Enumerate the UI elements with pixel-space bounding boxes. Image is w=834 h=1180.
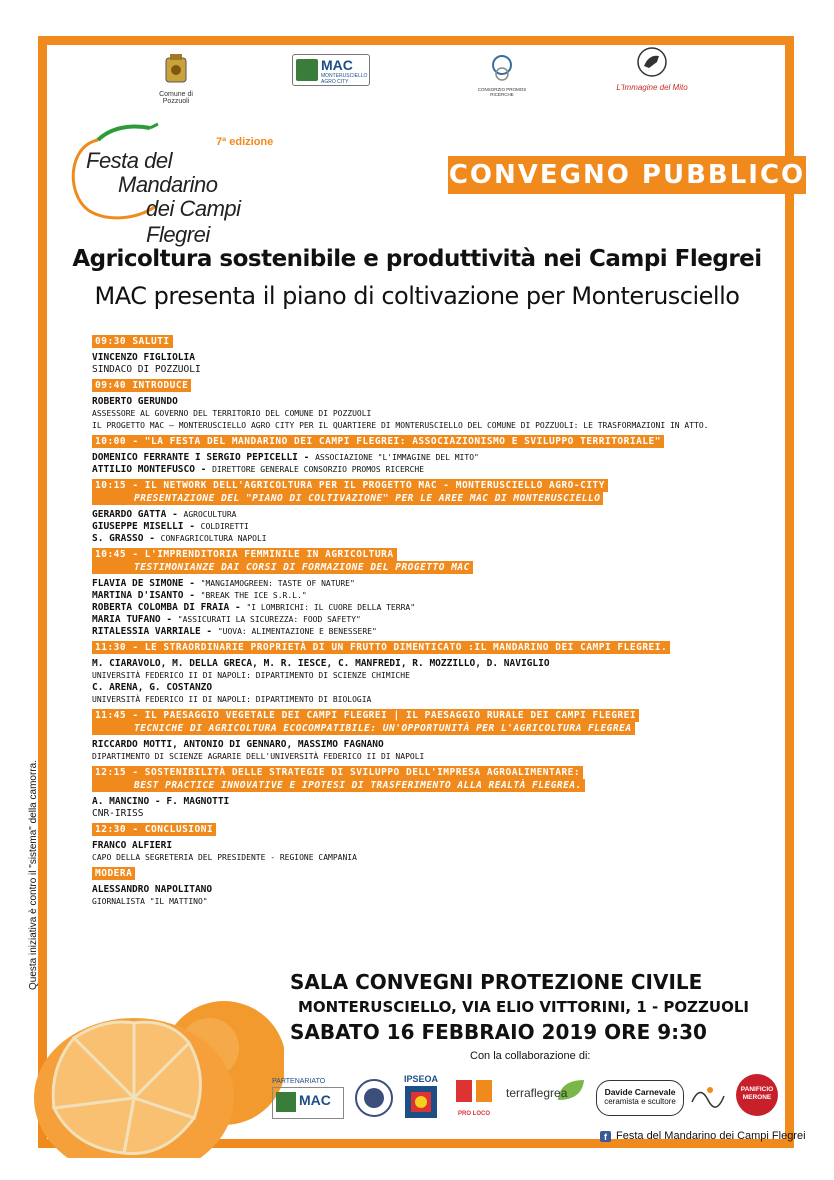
mac-label: MAC bbox=[321, 57, 353, 73]
program-line bbox=[92, 884, 762, 895]
program-time-bar: 09:30 SALUTI bbox=[92, 335, 173, 348]
program-line-affiliation: "I LOMBRICHI: IL CUORE DELLA TERRA" bbox=[246, 603, 416, 612]
program-line bbox=[92, 682, 762, 693]
program-line-affiliation: "ASSICURATI LA SICUREZZA: FOOD SAFETY" bbox=[177, 615, 361, 624]
program-line bbox=[92, 739, 762, 750]
crest-icon bbox=[164, 52, 188, 86]
program-line-text: VINCENZO FIGLIOLIA bbox=[92, 352, 195, 363]
program-item bbox=[92, 641, 762, 705]
promos-icon bbox=[485, 54, 519, 82]
program-line bbox=[92, 578, 762, 589]
program-line-text: A. MANCINO - F. MAGNOTTI bbox=[92, 796, 230, 807]
pozzuoli-logo bbox=[146, 52, 206, 105]
program-time-bar: 10:15 - IL NETWORK DELL'AGRICOLTURA PER IL PROGETTO MAC - MONTERUSCIELLO AGRO-CITY bbox=[92, 479, 608, 492]
program-line-affiliation: DIRETTORE GENERALE CONSORZIO PROMOS RICERCHE bbox=[212, 465, 425, 474]
program-line-affiliation: "BREAK THE ICE S.R.L." bbox=[200, 591, 307, 600]
program-subtitle-bar: PRESENTAZIONE DEL "PIANO DI COLTIVAZIONE" PER LE AREE MAC DI MONTERUSCIELLO bbox=[92, 492, 603, 505]
program-line bbox=[92, 896, 762, 907]
page-title: Agricoltura sostenibile e produttività nei Campi Flegrei bbox=[72, 246, 762, 272]
festa-line1: Festa del bbox=[86, 148, 172, 173]
signature-icon bbox=[688, 1078, 728, 1118]
program-time-bar: 12:30 - CONCLUSIONI bbox=[92, 823, 216, 836]
program-item bbox=[92, 548, 762, 637]
program-line bbox=[92, 602, 762, 613]
program-line-text: DIPARTIMENTO DI SCIENZE AGRARIE DELL'UNIVERSITÀ FEDERICO II DI NAPOLI bbox=[92, 752, 425, 761]
mac-leaf-icon bbox=[296, 59, 318, 81]
program-time-bar: 10:45 - L'IMPRENDITORIA FEMMINILE IN AGRICOLTURA bbox=[92, 548, 397, 561]
program-line bbox=[92, 396, 762, 407]
festa-line3: dei Campi Flegrei bbox=[146, 196, 241, 247]
program-item bbox=[92, 479, 762, 544]
program-subtitle-bar: TESTIMONIANZE DAI CORSI DI FORMAZIONE DEL PROGETTO MAC bbox=[92, 561, 473, 574]
program-line-text: UNIVERSITÀ FEDERICO II DI NAPOLI: DIPARTIMENTO DI SCIENZE CHIMICHE bbox=[92, 671, 410, 680]
program-line-text: GIUSEPPE MISELLI - bbox=[92, 521, 201, 532]
partner-carnevale bbox=[596, 1080, 684, 1116]
immagine-label: L'Immagine del Mito bbox=[616, 83, 688, 92]
program-line-text: S. GRASSO - bbox=[92, 533, 161, 544]
program-line bbox=[92, 420, 762, 431]
program-line bbox=[92, 796, 762, 807]
program-item bbox=[92, 335, 762, 375]
program-time-bar: 11:45 - IL PAESAGGIO VEGETALE DEI CAMPI FLEGREI | IL PAESAGGIO RURALE DEI CAMPI FLEGREI bbox=[92, 709, 639, 722]
program-item bbox=[92, 709, 762, 762]
partner-mac bbox=[272, 1078, 344, 1120]
facebook-label: Festa del Mandarino dei Campi Flegrei bbox=[616, 1130, 806, 1142]
program-line bbox=[92, 521, 762, 532]
school-seal-icon bbox=[354, 1078, 394, 1118]
program-line-text: C. ARENA, G. COSTANZO bbox=[92, 682, 213, 693]
program-line-text: IL PROGETTO MAC – MONTERUSCIELLO AGRO CITY PER IL QUARTIERE DI MONTERUSCIELLO DEL COMUNE DI POZZUOLI: LE TRASFORMAZIONI IN ATTO. bbox=[92, 421, 709, 430]
pozzuoli-label: Comune di Pozzuoli bbox=[159, 91, 193, 105]
program-line bbox=[92, 533, 762, 544]
program-line-text: ROBERTA COLOMBA DI FRAIA - bbox=[92, 602, 247, 613]
program-item bbox=[92, 379, 762, 431]
festa-line2: Mandarino bbox=[118, 172, 218, 197]
program-item bbox=[92, 823, 762, 863]
program-item bbox=[92, 867, 762, 907]
mac-logo bbox=[292, 54, 370, 86]
festa-logo bbox=[58, 118, 298, 247]
program-line-text: CNR-IRISS bbox=[92, 808, 144, 819]
program-line-affiliation: "UOVA: ALIMENTAZIONE E BENESSERE" bbox=[217, 627, 377, 636]
program-line bbox=[92, 452, 762, 463]
promos-label: CONSORZIO PROMOS RICERCHE bbox=[477, 87, 527, 97]
program-line-text: ASSESSORE AL GOVERNO DEL TERRITORIO DEL COMUNE DI POZZUOLI bbox=[92, 409, 372, 418]
program-subtitle-bar: TECNICHE DI AGRICOLTURA ECOCOMPATIBILE: UN'OPPORTUNITÀ PER L'AGRICOLTURA FLEGREA bbox=[92, 722, 635, 735]
program-line-text: CAPO DELLA SEGRETERIA DEL PRESIDENTE - REGIONE CAMPANIA bbox=[92, 853, 357, 862]
program-line-affiliation: "MANGIAMOGREEN: TASTE OF NATURE" bbox=[200, 579, 355, 588]
program-line-text: FRANCO ALFIERI bbox=[92, 840, 173, 851]
program-line-text: SINDACO DI POZZUOLI bbox=[92, 364, 201, 375]
program-line-affiliation: CONFAGRICOLTURA NAPOLI bbox=[160, 534, 267, 543]
ipseoa-label: IPSEOA bbox=[403, 1074, 438, 1084]
program-list bbox=[92, 335, 762, 911]
program-time-bar: 10:00 - "LA FESTA DEL MANDARINO DEI CAMPI FLEGREI: ASSOCIAZIONISMO E SVILUPPO TERRITORIALE" bbox=[92, 435, 664, 448]
venue-hall: SALA CONVEGNI PROTEZIONE CIVILE bbox=[290, 970, 703, 994]
program-line-text: FLAVIA DE SIMONE - bbox=[92, 578, 201, 589]
immagine-logo bbox=[612, 46, 692, 92]
venue-address: MONTERUSCIELLO, VIA ELIO VITTORINI, 1 - POZZUOLI bbox=[298, 998, 749, 1016]
festa-edition: 7ª edizione bbox=[216, 136, 274, 148]
program-line bbox=[92, 852, 762, 863]
partner-proloco bbox=[452, 1078, 496, 1117]
carnevale-name: Davide Carnevale bbox=[604, 1087, 676, 1097]
proloco-label: PRO LOCO bbox=[457, 1111, 490, 1117]
partner-school bbox=[354, 1078, 394, 1123]
carnevale-role: ceramista e scultore bbox=[604, 1097, 676, 1106]
program-line bbox=[92, 840, 762, 851]
program-item bbox=[92, 766, 762, 819]
program-line bbox=[92, 670, 762, 681]
mandarin-image bbox=[34, 968, 284, 1158]
program-line-text: DOMENICO FERRANTE I SERGIO PEPICELLI - bbox=[92, 452, 316, 463]
program-time-bar: 09:40 INTRODUCE bbox=[92, 379, 191, 392]
program-line bbox=[92, 364, 762, 375]
mac-sub: MONTERUSCIELLO AGRO CITY bbox=[321, 73, 368, 85]
program-line bbox=[92, 464, 762, 475]
convegno-banner: CONVEGNO PUBBLICO bbox=[448, 156, 806, 194]
program-line-text: UNIVERSITÀ FEDERICO II DI NAPOLI: DIPARTIMENTO DI BIOLOGIA bbox=[92, 695, 372, 704]
collab-label: Con la collaborazione di: bbox=[470, 1050, 591, 1062]
program-line bbox=[92, 658, 762, 669]
page-subtitle: MAC presenta il piano di coltivazione per Monterusciello bbox=[94, 282, 740, 310]
program-line-affiliation: AGROCULTURA bbox=[183, 510, 237, 519]
partner-panificio bbox=[736, 1074, 778, 1116]
program-line-text: GIORNALISTA "IL MATTINO" bbox=[92, 897, 208, 906]
program-line bbox=[92, 509, 762, 520]
facebook-icon: f bbox=[600, 1131, 611, 1142]
program-line-text: ROBERTO GERUNDO bbox=[92, 396, 178, 407]
program-time-bar: MODERA bbox=[92, 867, 135, 880]
ipseoa-icon bbox=[403, 1084, 439, 1120]
program-line-text: ALESSANDRO NAPOLITANO bbox=[92, 884, 213, 895]
program-line-affiliation: ASSOCIAZIONE "L'IMMAGINE DEL MITO" bbox=[315, 453, 479, 462]
partenariato-label: PARTENARIATO bbox=[272, 1078, 326, 1085]
program-line-affiliation: COLDIRETTI bbox=[200, 522, 249, 531]
facebook-link[interactable] bbox=[600, 1130, 806, 1142]
side-note: Questa iniziativa è contro il "sistema" della camorra. bbox=[28, 760, 39, 990]
program-line-text: MARTINA D'ISANTO - bbox=[92, 590, 201, 601]
venue-date: SABATO 16 FEBBRAIO 2019 ORE 9:30 bbox=[290, 1020, 707, 1044]
partner-ipseoa bbox=[398, 1074, 444, 1125]
program-line-text: RICCARDO MOTTI, ANTONIO DI GENNARO, MASSIMO FAGNANO bbox=[92, 739, 384, 750]
partner-terraflegrea bbox=[506, 1080, 590, 1100]
program-line-text: MARIA TUFANO - bbox=[92, 614, 178, 625]
program-line bbox=[92, 808, 762, 819]
program-time-bar: 12:15 - SOSTENIBILITÀ DELLE STRATEGIE DI SVILUPPO DELL'IMPRESA AGROALIMENTARE: bbox=[92, 766, 583, 779]
proloco-icon bbox=[454, 1078, 494, 1106]
program-line bbox=[92, 352, 762, 363]
program-line bbox=[92, 694, 762, 705]
terraflegrea-label: terraflegrea bbox=[506, 1086, 568, 1100]
program-line bbox=[92, 626, 762, 637]
program-line-text: M. CIARAVOLO, M. DELLA GRECA, M. R. IESCE, C. MANFREDI, R. MOZZILLO, D. NAVIGLIO bbox=[92, 658, 550, 669]
program-line-text: RITALESSIA VARRIALE - bbox=[92, 626, 218, 637]
promos-logo bbox=[470, 54, 534, 97]
program-time-bar: 11:30 - LE STRAORDINARIE PROPRIETÀ DI UN FRUTTO DIMENTICATO :IL MANDARINO DEI CAMPI FLEGREI. bbox=[92, 641, 670, 654]
partner-signature bbox=[688, 1078, 728, 1123]
program-line-text: ATTILIO MONTEFUSCO - bbox=[92, 464, 213, 475]
program-line bbox=[92, 408, 762, 419]
partner-mac-icon bbox=[276, 1092, 296, 1112]
program-line bbox=[92, 751, 762, 762]
program-item bbox=[92, 435, 762, 475]
program-subtitle-bar: BEST PRACTICE INNOVATIVE E IPOTESI DI TRASFERIMENTO ALLA REALTÀ FLEGREA. bbox=[92, 779, 585, 792]
program-line bbox=[92, 590, 762, 601]
program-line-text: GERARDO GATTA - bbox=[92, 509, 184, 520]
horse-icon bbox=[635, 46, 669, 78]
panificio-label: PANIFICIO MERONE bbox=[740, 1086, 774, 1101]
partner-mac-label: MAC bbox=[299, 1092, 331, 1108]
program-line bbox=[92, 614, 762, 625]
